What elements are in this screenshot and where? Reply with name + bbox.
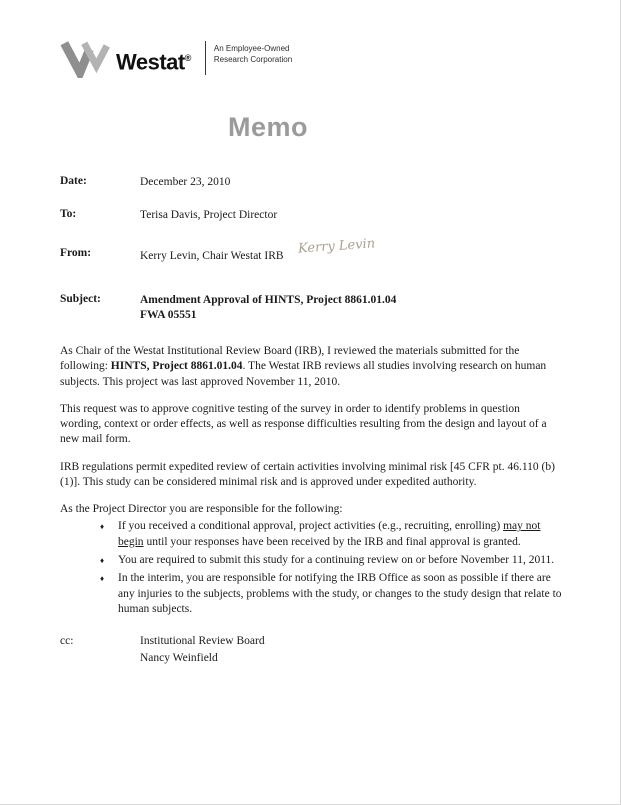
tagline-line-2: Research Corporation	[213, 54, 293, 64]
subject-value	[140, 293, 396, 324]
date-label: Date:	[60, 175, 87, 188]
paragraph-4: As the Project Director you are responsible for the following:	[60, 503, 343, 516]
cc-value	[140, 633, 265, 666]
paragraph-1-text-cont: . The Westat IRB reviews all studies involving research on human subjects. This project was last approved November 11, 2010.	[60, 360, 547, 388]
to-value: Terisa Davis, Project Director	[140, 208, 278, 221]
subject-line-2: FWA 05551	[140, 309, 197, 322]
from-value-text: Kerry Levin, Chair Westat IRB	[140, 250, 284, 263]
bullet-2-text: You are required to submit this study for a continuing review on or before November 11, 2011.	[118, 554, 555, 567]
cc-label: cc:	[60, 635, 74, 648]
paragraph-3: IRB regulations permit expedited review of certain activities involving minimal risk [45 CFR pt. 46.110 (b) (1)]. This study can be considered minimal risk and is approved under expedited authority.	[60, 460, 555, 488]
cc-line-1: Institutional Review Board	[140, 635, 265, 648]
bullet-icon: ♦	[100, 574, 105, 584]
bullet-1-underlined: may not begin	[118, 520, 541, 548]
company-tagline	[214, 38, 292, 66]
memo-body	[60, 344, 562, 617]
letterhead	[60, 38, 562, 82]
cc-line-2: Nancy Weinfield	[140, 651, 218, 664]
field-to	[60, 208, 562, 224]
brand-name	[116, 38, 191, 82]
to-label: To:	[60, 207, 77, 220]
date-value: December 23, 2010	[140, 176, 231, 189]
cc-block	[60, 633, 562, 666]
subject-line-1: Amendment Approval of HINTS, Project 8861.01.04	[140, 293, 397, 306]
brand-text: Westat	[116, 49, 185, 75]
subject-label: Subject:	[60, 292, 101, 305]
paragraph-2: This request was to approve cognitive testing of the survey in order to identify problems in question wording, context or order effects, as well as response difficulties resulting from the design and layout of a new mail form.	[60, 402, 547, 446]
field-date	[60, 175, 562, 191]
handwritten-signature: Kerry Levin	[297, 236, 376, 258]
letterhead-divider	[205, 41, 206, 75]
from-value	[140, 236, 376, 265]
field-from	[60, 236, 562, 265]
paragraph-1-text: As Chair of the Westat Institutional Review Board (IRB), I reviewed the materials submitted for the following:	[60, 344, 520, 373]
tagline-line-1: An Employee-Owned	[213, 44, 290, 53]
from-label: From:	[60, 247, 92, 260]
list-item	[60, 571, 562, 617]
bullet-1-segment-a: If you received a conditional approval, project activities (e.g., recruiting, enrolling)	[118, 520, 504, 533]
bullet-1-segment-c: until your responses have been received by the IRB and final approval is granted.	[143, 535, 521, 548]
registered-mark: ®	[184, 53, 191, 63]
bullet-icon: ♦	[100, 522, 105, 532]
responsibility-list	[60, 519, 562, 617]
paragraph-1	[60, 344, 562, 390]
memo-fields	[60, 175, 562, 324]
list-item	[60, 553, 562, 568]
list-item	[60, 519, 562, 550]
memo-title: Memo	[228, 112, 309, 143]
bullet-3-text: In the interim, you are responsible for notifying the IRB Office as soon as possible if there are any injuries to the subjects, problems with the study, or changes to the study design that relate to human subjects.	[118, 572, 562, 615]
bullet-1-text	[118, 519, 562, 550]
field-subject	[60, 293, 562, 324]
bullet-icon: ♦	[100, 556, 105, 566]
westat-chevron-icon	[60, 38, 112, 78]
paragraph-1-bold-project: HINTS, Project 8861.01.04	[110, 360, 243, 373]
